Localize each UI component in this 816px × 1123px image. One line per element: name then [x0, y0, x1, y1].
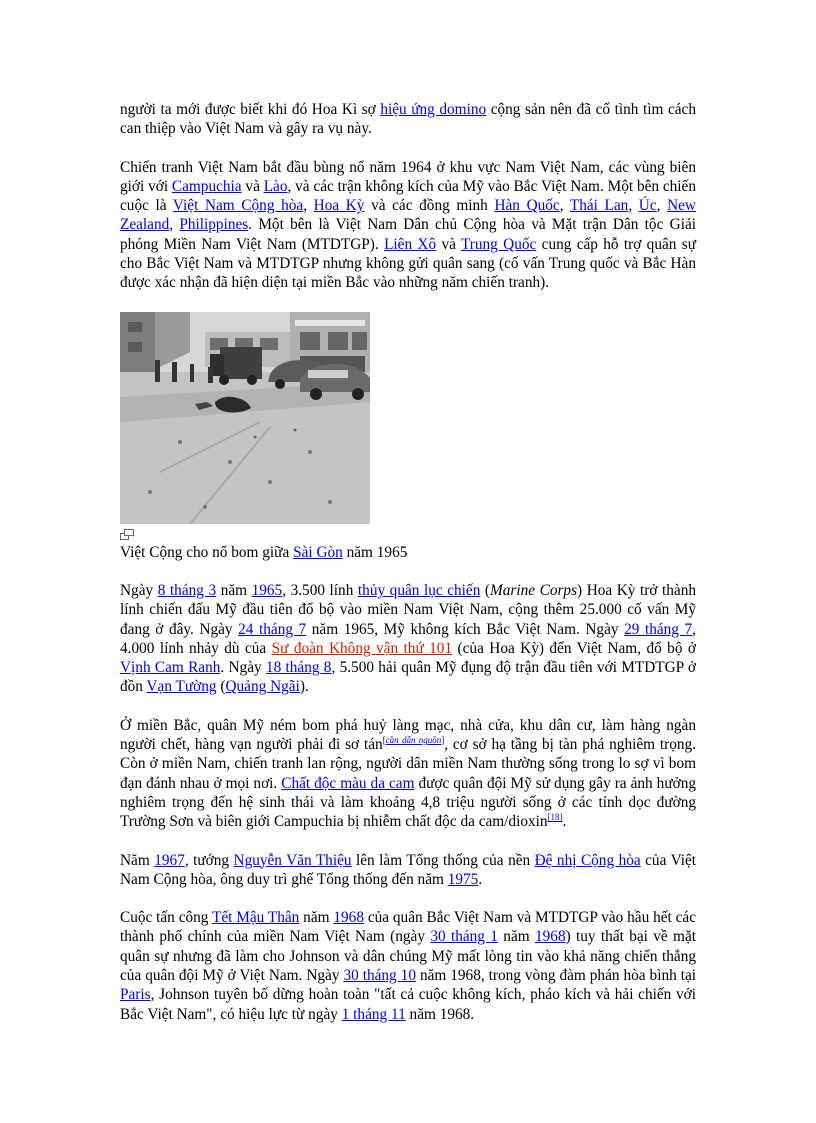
link-paris[interactable]: Paris — [120, 986, 151, 1004]
link-hieu-ung-domino[interactable]: hiệu ứng domino — [380, 101, 487, 118]
text: , — [303, 197, 314, 215]
text: Năm — [120, 851, 155, 869]
text: , 5.500 hải quân Mỹ đụng độ trận đầu tiên với MTDTGP ở đồn — [120, 659, 696, 696]
document-page — [120, 100, 696, 1024]
text: cộng sản nên đã cố tình tìm cách can thiệp vào Việt Nam và gây ra vụ này. — [120, 101, 696, 138]
link-8-thang-3[interactable]: 8 tháng 3 — [157, 581, 217, 599]
text: ( — [480, 581, 491, 599]
text: năm 1965 — [342, 543, 408, 561]
link-trung-quoc[interactable]: Trung Quốc — [460, 235, 537, 253]
text: của Việt Nam Cộng hòa, ông duy trì ghế Tổng thống đến năm — [120, 851, 696, 888]
text: và — [436, 235, 461, 253]
link-can-dan-nguon[interactable]: cần dẫn nguồn — [385, 735, 442, 746]
text: năm — [216, 581, 252, 599]
text: được quân đội Mỹ sử dụng gây ra ảnh hưởng nghiêm trọng đến hệ sinh thái và làm khoảng 4,8 triệu người sống ở các tỉnh dọc đường Trường Sơn và biên giới Campuchia bị nhiễm chất độc da cam/dioxin — [120, 774, 697, 831]
link-thai-lan[interactable]: Thái Lan — [569, 197, 629, 215]
citation-18 — [548, 812, 563, 822]
photo-caption — [120, 543, 696, 562]
link-30-thang-1[interactable]: 30 tháng 1 — [430, 928, 498, 946]
link-vinh-cam-ranh[interactable]: Vịnh Cam Ranh — [120, 659, 221, 677]
paragraph-war-outbreak — [120, 158, 696, 293]
text: . Ngày — [220, 659, 266, 677]
text: của quân Bắc Việt Nam và MTDTGP vào hầu hết các thành phố chính của miền Nam Việt Nam (ngày — [120, 909, 696, 946]
text: người ta mới được biết khi đó Hoa Kì sợ — [120, 101, 381, 118]
paragraph-domino — [120, 100, 696, 139]
text: ( — [216, 678, 226, 696]
link-sai-gon[interactable]: Sài Gòn — [293, 543, 343, 561]
text: , cơ sở hạ tầng bị tàn phá nghiêm trọng. Còn ở miền Nam, chiến tranh lan rộng, người dân miền Nam thường sống trong lo sợ vì bom đạn đánh nhau ở mọi nơi. — [120, 736, 696, 792]
text: Ngày — [120, 581, 158, 599]
link-lien-xo[interactable]: Liên Xô — [384, 235, 437, 253]
link-new-zealand[interactable]: New Zealand — [120, 197, 696, 234]
citation-needed: [cần dẫn nguồn] — [382, 735, 445, 746]
link-su-doan-101[interactable]: Sư đoàn Không vận thứ 101 — [271, 639, 453, 657]
text: ). — [299, 678, 309, 696]
text: . Một bên là Việt Nam Dân chủ Cộng hòa và Mặt trận Dân tộc Giải phóng Miền Nam Việt Nam (MTDTGP). — [120, 216, 696, 253]
text: ) tuy thất bại về mặt quân sự nhưng đã làm cho Johnson và dân chúng Mỹ mất lòng tin vào khả năng chiến thắng của quân đội Mỹ ở Việt Nam. Ngày — [120, 928, 696, 985]
link-viet-nam-cong-hoa[interactable]: Việt Nam Cộng hòa — [172, 197, 304, 215]
text: , tướng — [184, 851, 234, 869]
paragraph-thieu-president — [120, 851, 696, 890]
text: , — [628, 197, 639, 215]
text: Ở miền Bắc, quân Mỹ ném bom phá huỷ làng mạc, nhà cửa, khu dân cư, làm hàng ngàn người chết, hàng vạn người phải đi sơ tán — [120, 716, 696, 754]
link-1968-b[interactable]: 1968 — [535, 928, 566, 946]
paragraph-bombing-north — [120, 716, 696, 832]
text: , — [656, 197, 668, 215]
saigon-bombing-photo[interactable] — [120, 312, 370, 524]
link-de-nhi-cong-hoa[interactable]: Đệ nhị Cộng hòa — [534, 851, 641, 869]
text: năm 1965, Mỹ không kích Bắc Việt Nam. Ngày — [306, 620, 625, 638]
photo-illustration — [120, 312, 370, 524]
text: năm — [299, 909, 334, 927]
text: Chiến tranh Việt Nam bắt đầu bùng nổ năm 1964 ở khu vực Nam Việt Nam, các vùng biên giới với — [120, 158, 696, 195]
text: ) Hoa Kỳ trở thành lính chiến đấu Mỹ đầu tiên đổ bộ vào miền Nam Việt Nam, cộng thêm 25.000 cố vấn Mỹ đang ở đây. Ngày — [120, 581, 696, 638]
text: và — [241, 177, 264, 195]
paragraph-1965-landings — [120, 581, 696, 697]
link-han-quoc[interactable]: Hàn Quốc — [494, 197, 560, 215]
text: năm 1968, trong vòng đàm phán hòa bình tại — [415, 967, 696, 985]
text: năm 1968. — [405, 1005, 475, 1023]
link-uc[interactable]: Úc — [638, 197, 657, 215]
text: cung cấp hỗ trợ quân sự cho Bắc Việt Nam và MTDTGP nhưng không gửi quân sang (cố vấn Trung quốc và Bắc Hàn được xác nhận đã hiện diện tại miền Bắc vào những năm chiến tranh). — [120, 235, 696, 292]
text: và các đồng minh — [364, 197, 495, 215]
link-quang-ngai[interactable]: Quảng Ngãi — [225, 678, 300, 696]
text: , và các trận không kích của Mỹ vào Bắc Việt Nam. Một bên chiến cuộc là — [120, 177, 696, 215]
italic-text: Marine Corps — [490, 581, 578, 599]
link-philippines[interactable]: Philippines — [179, 216, 249, 234]
text: . — [478, 870, 483, 888]
link-ref-18[interactable]: [18] — [547, 812, 563, 823]
text: Việt Cộng cho nổ bom giữa — [120, 543, 294, 561]
link-lao[interactable]: Lào — [263, 177, 288, 195]
text: năm — [497, 928, 535, 946]
link-18-thang-8[interactable]: 18 tháng 8 — [265, 659, 332, 677]
link-1975[interactable]: 1975 — [447, 870, 479, 888]
link-1968[interactable]: 1968 — [333, 909, 364, 927]
link-hoa-ky[interactable]: Hoa Kỳ — [313, 197, 365, 215]
enlarge-icon[interactable] — [120, 528, 696, 542]
link-30-thang-10[interactable]: 30 tháng 10 — [343, 967, 416, 985]
link-nguyen-van-thieu[interactable]: Nguyễn Văn Thiệu — [233, 851, 352, 869]
link-1967[interactable]: 1967 — [154, 851, 185, 869]
text: , 3.500 lính — [282, 581, 358, 599]
text: Cuộc tấn công — [120, 909, 213, 927]
link-campuchia[interactable]: Campuchia — [171, 177, 242, 195]
text: lên làm Tổng thống của nền — [351, 851, 535, 869]
link-29-thang-7[interactable]: 29 tháng 7 — [624, 620, 693, 638]
text: , 4.000 lính nhảy dù của — [120, 620, 696, 657]
paragraph-tet-offensive — [120, 908, 696, 1024]
link-24-thang-7[interactable]: 24 tháng 7 — [238, 620, 307, 638]
text: , Johnson tuyên bố dừng hoàn toàn "tất cả cuộc không kích, pháo kích và hải chiến với Bắc Việt Nam", có hiệu lực từ ngày — [120, 986, 696, 1023]
text: . — [562, 813, 567, 831]
link-1965[interactable]: 1965 — [251, 581, 283, 599]
text: (của Hoa Kỳ) đến Việt Nam, đổ bộ ở — [452, 639, 696, 657]
link-van-tuong[interactable]: Vạn Tường — [146, 678, 217, 696]
link-tet-mau-than[interactable]: Tết Mậu Thân — [212, 909, 300, 927]
link-chat-doc-mau-da-cam[interactable]: Chất độc màu da cam — [281, 774, 415, 792]
link-thuy-quan-luc-chien[interactable]: thủy quân lục chiến — [357, 581, 481, 599]
text: , — [169, 216, 180, 234]
text: , — [559, 197, 570, 215]
link-1-thang-11[interactable]: 1 tháng 11 — [341, 1005, 406, 1023]
